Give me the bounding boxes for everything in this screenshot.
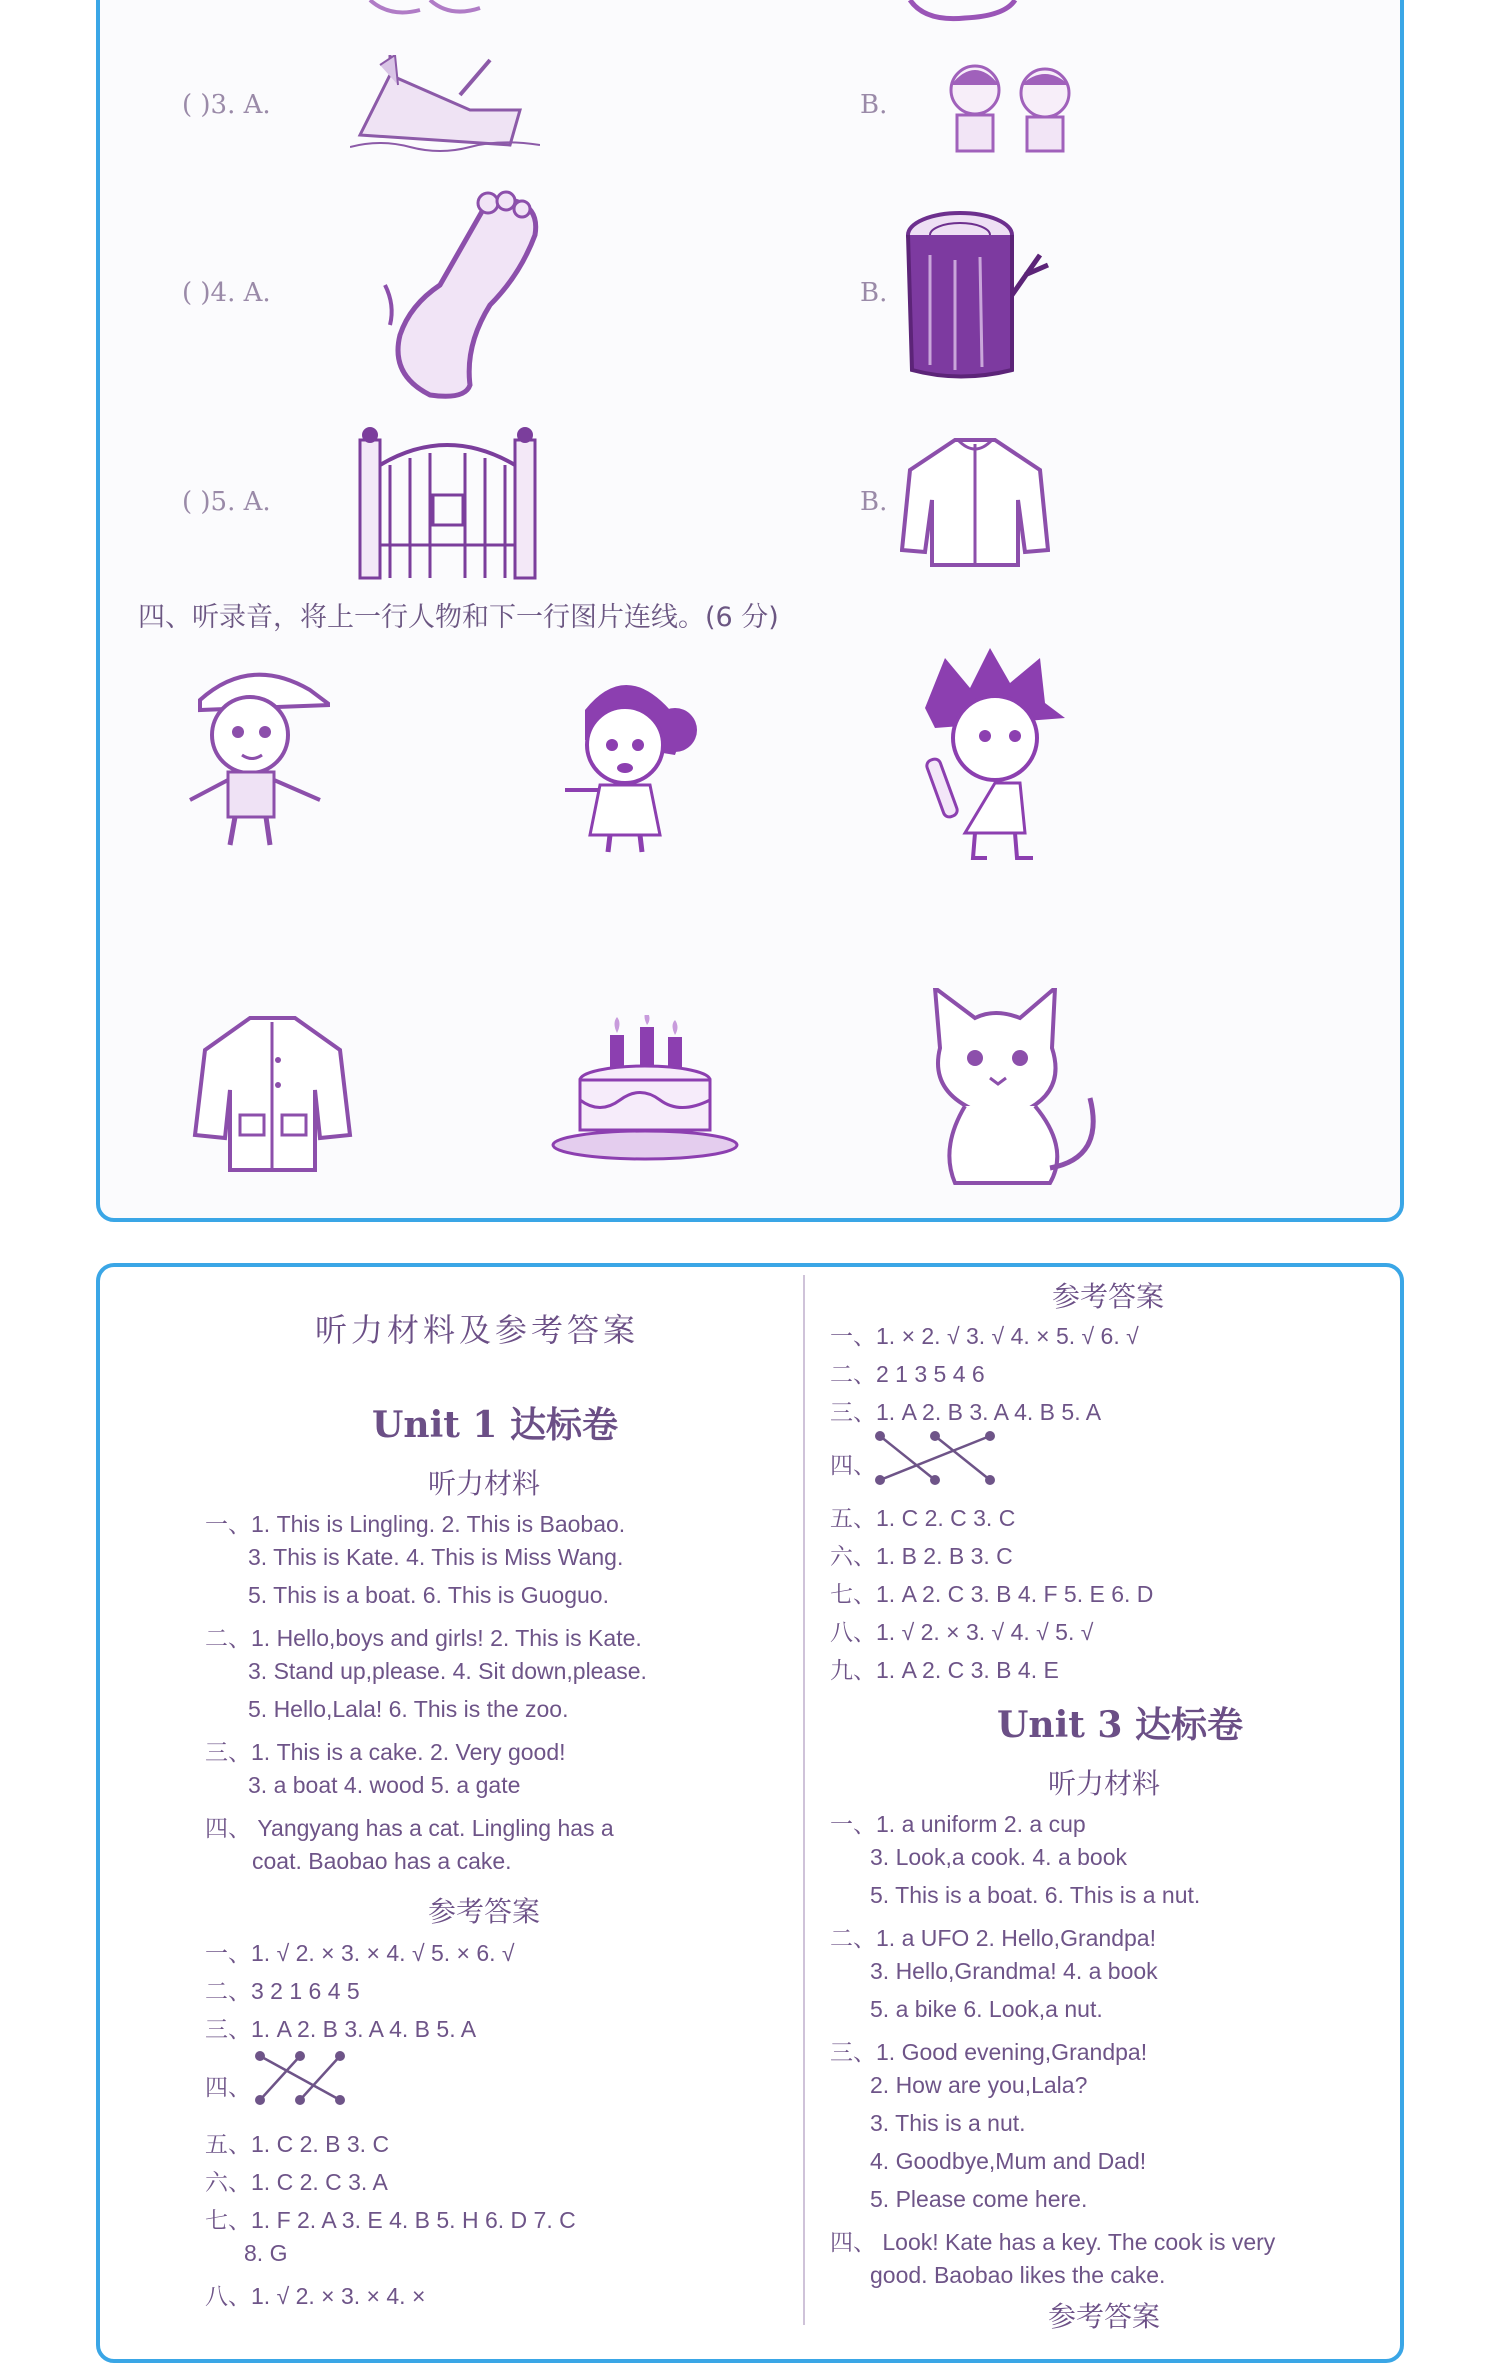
foot-icon xyxy=(370,185,545,403)
text-line: 一、1. This is Lingling. 2. This is Baobao. xyxy=(205,1511,626,1537)
unit3-listening-title: 听力材料 xyxy=(1048,1767,1161,1800)
cat-icon xyxy=(920,988,1105,1193)
text-line: 3. Look,a cook. 4. a book xyxy=(870,1844,1128,1870)
text-line: 四、 Look! Kate has a key. The cook is very xyxy=(830,2229,1276,2255)
matching-lines-right xyxy=(870,1428,1000,1488)
unit3-answer-title: 参考答案 xyxy=(1048,2300,1161,2333)
text-line: 三、1. Good evening,Grandpa! xyxy=(830,2039,1148,2065)
question-3-b-label: B. xyxy=(860,90,888,120)
answer-line: 八、1. √ 2. × 3. √ 4. √ 5. √ xyxy=(830,1619,1094,1645)
partial-picture-right xyxy=(905,0,1025,24)
question-5-b-label: B. xyxy=(860,487,888,517)
matching-lines-unit1 xyxy=(250,2048,350,2108)
text-line: 5. Hello,Lala! 6. This is the zoo. xyxy=(248,1696,569,1722)
text-line: 2. How are you,Lala? xyxy=(870,2072,1088,2098)
right-answer-title: 参考答案 xyxy=(1052,1280,1165,1313)
text-line: 3. Hello,Grandma! 4. a book xyxy=(870,1958,1158,1984)
unit3-title: Unit 3 达标卷 xyxy=(997,1704,1243,1746)
text-line: 二、1. Hello,boys and girls! 2. This is Kate. xyxy=(205,1625,642,1651)
text-line: good. Baobao likes the cake. xyxy=(870,2262,1166,2288)
answer-line: 四、 xyxy=(205,2074,251,2100)
text-line: 3. a boat 4. wood 5. a gate xyxy=(248,1772,521,1798)
text-line: 5. a bike 6. Look,a nut. xyxy=(870,1996,1103,2022)
answer-line: 八、1. √ 2. × 3. × 4. × xyxy=(205,2283,426,2309)
boat-icon xyxy=(350,55,540,155)
text-line: 5. This is a boat. 6. This is Guoguo. xyxy=(248,1582,609,1608)
answer-line: 五、1. C 2. C 3. C xyxy=(830,1505,1016,1531)
answer-line: 七、1. A 2. C 3. B 4. F 5. E 6. D xyxy=(830,1581,1154,1607)
unit1-answer-title: 参考答案 xyxy=(428,1895,541,1928)
gate-icon xyxy=(355,425,540,580)
answer-line: 六、1. C 2. C 3. A xyxy=(205,2169,388,2195)
partial-picture-left xyxy=(360,0,490,20)
answer-line: 8. G xyxy=(244,2240,288,2266)
answer-line: 七、1. F 2. A 3. E 4. B 5. H 6. D 7. C xyxy=(205,2207,576,2233)
text-line: 3. Stand up,please. 4. Sit down,please. xyxy=(248,1658,647,1684)
answer-line: 六、1. B 2. B 3. C xyxy=(830,1543,1013,1569)
answer-line: 九、1. A 2. C 3. B 4. E xyxy=(830,1657,1059,1683)
answer-line: 三、1. A 2. B 3. A 4. B 5. A xyxy=(205,2016,477,2042)
question-4-b-label: B. xyxy=(860,278,888,308)
answer-line: 一、1. × 2. √ 3. √ 4. × 5. √ 6. √ xyxy=(830,1323,1139,1349)
answer-line: 三、1. A 2. B 3. A 4. B 5. A xyxy=(830,1399,1102,1425)
answer-line: 二、2 1 3 5 4 6 xyxy=(830,1361,985,1387)
answer-line: 一、1. √ 2. × 3. × 4. √ 5. × 6. √ xyxy=(205,1940,515,1966)
cake-icon xyxy=(550,1015,740,1165)
question-4-label: ( )4. A. xyxy=(182,278,271,308)
question-5-label: ( )5. A. xyxy=(182,487,271,517)
jacket-icon xyxy=(900,430,1050,570)
section-4-title: 四、听录音，将上一行人物和下一行图片连线。(6 分) xyxy=(138,602,779,633)
answer-line: 二、3 2 1 6 4 5 xyxy=(205,1978,360,2004)
unit1-title: Unit 1 达标卷 xyxy=(372,1404,618,1446)
text-line: coat. Baobao has a cake. xyxy=(252,1848,512,1874)
text-line: 三、1. This is a cake. 2. Very good! xyxy=(205,1739,566,1765)
wood-stump-icon xyxy=(900,205,1050,380)
text-line: 3. This is a nut. xyxy=(870,2110,1026,2136)
answer-line: 五、1. C 2. B 3. C xyxy=(205,2131,390,2157)
text-line: 四、 Yangyang has a cat. Lingling has a xyxy=(205,1815,614,1841)
text-line: 5. This is a boat. 6. This is a nut. xyxy=(870,1882,1201,1908)
column-divider xyxy=(803,1275,805,2325)
coat-icon xyxy=(190,1010,355,1175)
unit1-listening-title: 听力材料 xyxy=(428,1467,541,1500)
kids-icon xyxy=(925,55,1095,155)
text-line: 一、1. a uniform 2. a cup xyxy=(830,1811,1086,1837)
girl-icon xyxy=(550,670,700,855)
boy-icon xyxy=(915,648,1070,863)
text-line: 二、1. a UFO 2. Hello,Grandpa! xyxy=(830,1925,1156,1951)
text-line: 3. This is Kate. 4. This is Miss Wang. xyxy=(248,1544,624,1570)
answers-heading: 听力材料及参考答案 xyxy=(315,1311,640,1349)
text-line: 4. Goodbye,Mum and Dad! xyxy=(870,2148,1147,2174)
question-3-label: ( )3. A. xyxy=(182,90,271,120)
text-line: 5. Please come here. xyxy=(870,2186,1088,2212)
answer-line: 四、 xyxy=(830,1452,876,1478)
boy-cap-icon xyxy=(180,660,330,850)
